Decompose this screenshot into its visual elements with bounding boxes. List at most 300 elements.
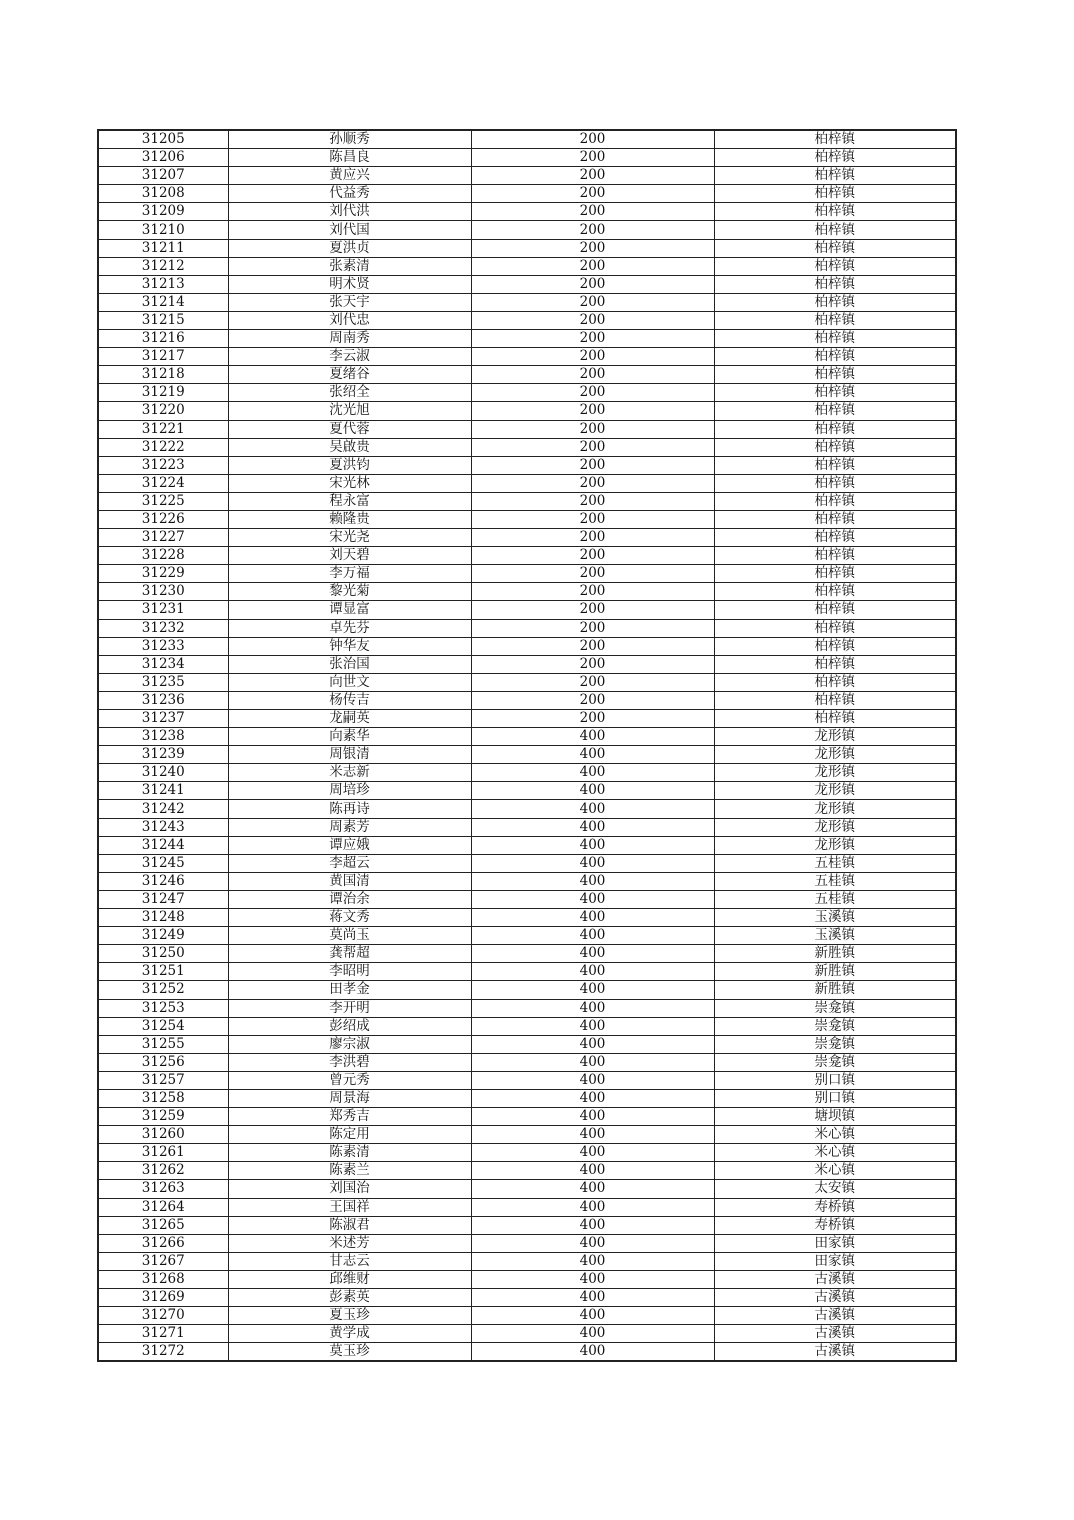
amount-cell: 200 [471, 655, 714, 673]
name-cell: 李洪碧 [228, 1053, 471, 1071]
name-cell: 明术贤 [228, 275, 471, 293]
amount-cell: 400 [471, 1270, 714, 1288]
table-row [98, 619, 956, 637]
town-cell: 五桂镇 [714, 854, 956, 872]
name-cell: 向世文 [228, 673, 471, 691]
name-cell: 沈光旭 [228, 402, 471, 420]
town-cell: 柏梓镇 [714, 547, 956, 565]
table-row [98, 710, 956, 728]
town-cell: 柏梓镇 [714, 492, 956, 510]
table-row [98, 1307, 956, 1325]
amount-cell: 400 [471, 818, 714, 836]
table-row [98, 221, 956, 239]
table-row [98, 529, 956, 547]
serial-number-cell: 31241 [98, 782, 228, 800]
name-cell: 廖宗淑 [228, 1035, 471, 1053]
town-cell: 柏梓镇 [714, 257, 956, 275]
amount-cell: 400 [471, 909, 714, 927]
amount-cell: 200 [471, 510, 714, 528]
town-cell: 柏梓镇 [714, 330, 956, 348]
table-row [98, 818, 956, 836]
town-cell: 柏梓镇 [714, 601, 956, 619]
table-row [98, 185, 956, 203]
town-cell: 柏梓镇 [714, 185, 956, 203]
town-cell: 古溪镇 [714, 1343, 956, 1362]
amount-cell: 400 [471, 728, 714, 746]
town-cell: 柏梓镇 [714, 275, 956, 293]
amount-cell: 400 [471, 1108, 714, 1126]
serial-number-cell: 31262 [98, 1162, 228, 1180]
serial-number-cell: 31228 [98, 547, 228, 565]
table-row [98, 510, 956, 528]
serial-number-cell: 31255 [98, 1035, 228, 1053]
amount-cell: 200 [471, 710, 714, 728]
table-row [98, 474, 956, 492]
town-cell: 别口镇 [714, 1071, 956, 1089]
amount-cell: 200 [471, 529, 714, 547]
serial-number-cell: 31210 [98, 221, 228, 239]
town-cell: 柏梓镇 [714, 366, 956, 384]
town-cell: 米心镇 [714, 1144, 956, 1162]
name-cell: 刘代国 [228, 221, 471, 239]
name-cell: 邱维财 [228, 1270, 471, 1288]
name-cell: 张素清 [228, 257, 471, 275]
amount-cell: 400 [471, 1071, 714, 1089]
name-cell: 向素华 [228, 728, 471, 746]
name-cell: 张绍全 [228, 384, 471, 402]
town-cell: 古溪镇 [714, 1325, 956, 1343]
town-cell: 新胜镇 [714, 945, 956, 963]
amount-cell: 400 [471, 1017, 714, 1035]
table-row [98, 1035, 956, 1053]
name-cell: 刘代忠 [228, 311, 471, 329]
serial-number-cell: 31242 [98, 800, 228, 818]
amount-cell: 200 [471, 474, 714, 492]
table-row [98, 275, 956, 293]
town-cell: 柏梓镇 [714, 384, 956, 402]
serial-number-cell: 31220 [98, 402, 228, 420]
serial-number-cell: 31213 [98, 275, 228, 293]
amount-cell: 400 [471, 1198, 714, 1216]
amount-cell: 400 [471, 1307, 714, 1325]
table-row [98, 547, 956, 565]
name-cell: 周景海 [228, 1089, 471, 1107]
amount-cell: 400 [471, 836, 714, 854]
table-row [98, 330, 956, 348]
serial-number-cell: 31247 [98, 890, 228, 908]
name-cell: 蒋文秀 [228, 909, 471, 927]
amount-cell: 200 [471, 239, 714, 257]
town-cell: 柏梓镇 [714, 637, 956, 655]
amount-cell: 200 [471, 366, 714, 384]
serial-number-cell: 31256 [98, 1053, 228, 1071]
serial-number-cell: 31211 [98, 239, 228, 257]
serial-number-cell: 31253 [98, 999, 228, 1017]
serial-number-cell: 31260 [98, 1126, 228, 1144]
name-cell: 郑秀吉 [228, 1108, 471, 1126]
amount-cell: 400 [471, 927, 714, 945]
table-row [98, 945, 956, 963]
amount-cell: 200 [471, 492, 714, 510]
town-cell: 崇龛镇 [714, 999, 956, 1017]
amount-cell: 200 [471, 257, 714, 275]
table-row [98, 348, 956, 366]
town-cell: 龙形镇 [714, 800, 956, 818]
town-cell: 新胜镇 [714, 981, 956, 999]
town-cell: 玉溪镇 [714, 927, 956, 945]
table-row [98, 149, 956, 167]
serial-number-cell: 31236 [98, 691, 228, 709]
table-row [98, 800, 956, 818]
serial-number-cell: 31263 [98, 1180, 228, 1198]
table-row [98, 637, 956, 655]
serial-number-cell: 31257 [98, 1071, 228, 1089]
table-row [98, 673, 956, 691]
town-cell: 柏梓镇 [714, 293, 956, 311]
name-cell: 陈素兰 [228, 1162, 471, 1180]
town-cell: 柏梓镇 [714, 619, 956, 637]
town-cell: 柏梓镇 [714, 655, 956, 673]
amount-cell: 200 [471, 456, 714, 474]
table-row [98, 492, 956, 510]
serial-number-cell: 31226 [98, 510, 228, 528]
table-row [98, 1053, 956, 1071]
serial-number-cell: 31227 [98, 529, 228, 547]
table-row [98, 311, 956, 329]
amount-cell: 400 [471, 1180, 714, 1198]
name-cell: 彭绍成 [228, 1017, 471, 1035]
serial-number-cell: 31244 [98, 836, 228, 854]
serial-number-cell: 31214 [98, 293, 228, 311]
amount-cell: 400 [471, 1053, 714, 1071]
town-cell: 龙形镇 [714, 818, 956, 836]
table-row [98, 167, 956, 185]
name-cell: 李开明 [228, 999, 471, 1017]
serial-number-cell: 31259 [98, 1108, 228, 1126]
amount-cell: 200 [471, 691, 714, 709]
name-cell: 夏洪贞 [228, 239, 471, 257]
amount-cell: 400 [471, 1289, 714, 1307]
town-cell: 塘坝镇 [714, 1108, 956, 1126]
amount-cell: 400 [471, 981, 714, 999]
town-cell: 柏梓镇 [714, 239, 956, 257]
name-cell: 谭应娥 [228, 836, 471, 854]
name-cell: 刘国治 [228, 1180, 471, 1198]
amount-cell: 400 [471, 1089, 714, 1107]
table-row [98, 239, 956, 257]
amount-cell: 400 [471, 1126, 714, 1144]
town-cell: 柏梓镇 [714, 565, 956, 583]
serial-number-cell: 31267 [98, 1252, 228, 1270]
town-cell: 柏梓镇 [714, 420, 956, 438]
amount-cell: 200 [471, 637, 714, 655]
town-cell: 五桂镇 [714, 890, 956, 908]
name-cell: 宋光尧 [228, 529, 471, 547]
table-row [98, 1343, 956, 1362]
table-row [98, 655, 956, 673]
table-row [98, 366, 956, 384]
name-cell: 钟华友 [228, 637, 471, 655]
serial-number-cell: 31207 [98, 167, 228, 185]
name-cell: 夏洪钧 [228, 456, 471, 474]
town-cell: 田家镇 [714, 1234, 956, 1252]
amount-cell: 200 [471, 547, 714, 565]
table-row [98, 384, 956, 402]
name-cell: 彭素英 [228, 1289, 471, 1307]
town-cell: 五桂镇 [714, 872, 956, 890]
name-cell: 莫玉珍 [228, 1343, 471, 1362]
amount-cell: 200 [471, 149, 714, 167]
amount-cell: 200 [471, 130, 714, 149]
table-row [98, 293, 956, 311]
town-cell: 古溪镇 [714, 1289, 956, 1307]
town-cell: 龙形镇 [714, 728, 956, 746]
amount-cell: 400 [471, 890, 714, 908]
serial-number-cell: 31216 [98, 330, 228, 348]
name-cell: 谭显富 [228, 601, 471, 619]
table-body [98, 130, 956, 1361]
name-cell: 周培珍 [228, 782, 471, 800]
serial-number-cell: 31222 [98, 438, 228, 456]
name-cell: 李云淑 [228, 348, 471, 366]
table-row [98, 854, 956, 872]
amount-cell: 400 [471, 1035, 714, 1053]
name-cell: 黄学成 [228, 1325, 471, 1343]
name-cell: 黄应兴 [228, 167, 471, 185]
amount-cell: 400 [471, 1234, 714, 1252]
table-row [98, 438, 956, 456]
amount-cell: 400 [471, 999, 714, 1017]
table-row [98, 583, 956, 601]
serial-number-cell: 31266 [98, 1234, 228, 1252]
serial-number-cell: 31264 [98, 1198, 228, 1216]
table-row [98, 257, 956, 275]
name-cell: 李万福 [228, 565, 471, 583]
serial-number-cell: 31235 [98, 673, 228, 691]
name-cell: 谭治余 [228, 890, 471, 908]
name-cell: 黎光菊 [228, 583, 471, 601]
table-row [98, 728, 956, 746]
amount-cell: 200 [471, 293, 714, 311]
town-cell: 柏梓镇 [714, 130, 956, 149]
table-row [98, 456, 956, 474]
town-cell: 寿桥镇 [714, 1216, 956, 1234]
town-cell: 古溪镇 [714, 1270, 956, 1288]
amount-cell: 400 [471, 963, 714, 981]
serial-number-cell: 31271 [98, 1325, 228, 1343]
serial-number-cell: 31238 [98, 728, 228, 746]
town-cell: 田家镇 [714, 1252, 956, 1270]
amount-cell: 200 [471, 311, 714, 329]
serial-number-cell: 31268 [98, 1270, 228, 1288]
serial-number-cell: 31215 [98, 311, 228, 329]
town-cell: 龙形镇 [714, 782, 956, 800]
table-row [98, 782, 956, 800]
amount-cell: 200 [471, 601, 714, 619]
serial-number-cell: 31251 [98, 963, 228, 981]
serial-number-cell: 31229 [98, 565, 228, 583]
table-row [98, 836, 956, 854]
name-cell: 龚帮超 [228, 945, 471, 963]
table-row [98, 890, 956, 908]
table-row [98, 909, 956, 927]
name-cell: 陈昌良 [228, 149, 471, 167]
town-cell: 柏梓镇 [714, 710, 956, 728]
table-row [98, 1234, 956, 1252]
serial-number-cell: 31240 [98, 764, 228, 782]
serial-number-cell: 31218 [98, 366, 228, 384]
table-row [98, 601, 956, 619]
serial-number-cell: 31272 [98, 1343, 228, 1362]
name-cell: 张治国 [228, 655, 471, 673]
name-cell: 莫尚玉 [228, 927, 471, 945]
town-cell: 柏梓镇 [714, 673, 956, 691]
amount-cell: 200 [471, 275, 714, 293]
name-cell: 米志新 [228, 764, 471, 782]
table-row [98, 1017, 956, 1035]
table-row [98, 1180, 956, 1198]
name-cell: 米述芳 [228, 1234, 471, 1252]
name-cell: 田孝金 [228, 981, 471, 999]
serial-number-cell: 31208 [98, 185, 228, 203]
town-cell: 太安镇 [714, 1180, 956, 1198]
amount-cell: 400 [471, 872, 714, 890]
table-row [98, 1162, 956, 1180]
name-cell: 李超云 [228, 854, 471, 872]
table-row [98, 1071, 956, 1089]
serial-number-cell: 31249 [98, 927, 228, 945]
name-cell: 陈定用 [228, 1126, 471, 1144]
town-cell: 米心镇 [714, 1162, 956, 1180]
serial-number-cell: 31254 [98, 1017, 228, 1035]
name-cell: 曾元秀 [228, 1071, 471, 1089]
amount-cell: 400 [471, 1144, 714, 1162]
serial-number-cell: 31233 [98, 637, 228, 655]
amount-cell: 200 [471, 402, 714, 420]
table-row [98, 1108, 956, 1126]
town-cell: 柏梓镇 [714, 167, 956, 185]
amount-cell: 200 [471, 185, 714, 203]
table-row [98, 402, 956, 420]
town-cell: 柏梓镇 [714, 510, 956, 528]
table-row [98, 746, 956, 764]
amount-cell: 400 [471, 746, 714, 764]
table-row [98, 130, 956, 149]
town-cell: 别口镇 [714, 1089, 956, 1107]
table-row [98, 872, 956, 890]
name-cell: 吴啟贵 [228, 438, 471, 456]
town-cell: 柏梓镇 [714, 456, 956, 474]
amount-cell: 400 [471, 1252, 714, 1270]
town-cell: 柏梓镇 [714, 149, 956, 167]
town-cell: 崇龛镇 [714, 1035, 956, 1053]
amount-cell: 200 [471, 420, 714, 438]
serial-number-cell: 31269 [98, 1289, 228, 1307]
name-cell: 宋光林 [228, 474, 471, 492]
name-cell: 甘志云 [228, 1252, 471, 1270]
table-row [98, 203, 956, 221]
table-row [98, 565, 956, 583]
town-cell: 寿桥镇 [714, 1198, 956, 1216]
serial-number-cell: 31258 [98, 1089, 228, 1107]
serial-number-cell: 31205 [98, 130, 228, 149]
amount-cell: 400 [471, 764, 714, 782]
amount-cell: 200 [471, 438, 714, 456]
table-row [98, 1270, 956, 1288]
table-row [98, 764, 956, 782]
name-cell: 张天宇 [228, 293, 471, 311]
serial-number-cell: 31250 [98, 945, 228, 963]
serial-number-cell: 31230 [98, 583, 228, 601]
name-cell: 刘天碧 [228, 547, 471, 565]
town-cell: 柏梓镇 [714, 438, 956, 456]
serial-number-cell: 31243 [98, 818, 228, 836]
name-cell: 黄国清 [228, 872, 471, 890]
serial-number-cell: 31239 [98, 746, 228, 764]
table-row [98, 963, 956, 981]
serial-number-cell: 31246 [98, 872, 228, 890]
town-cell: 龙形镇 [714, 746, 956, 764]
name-cell: 李昭明 [228, 963, 471, 981]
serial-number-cell: 31221 [98, 420, 228, 438]
town-cell: 米心镇 [714, 1126, 956, 1144]
serial-number-cell: 31209 [98, 203, 228, 221]
amount-cell: 200 [471, 384, 714, 402]
table-row [98, 1252, 956, 1270]
name-cell: 赖隆贵 [228, 510, 471, 528]
name-cell: 夏玉珍 [228, 1307, 471, 1325]
amount-cell: 400 [471, 1216, 714, 1234]
name-cell: 周素芳 [228, 818, 471, 836]
table-row [98, 1198, 956, 1216]
serial-number-cell: 31237 [98, 710, 228, 728]
town-cell: 龙形镇 [714, 836, 956, 854]
name-cell: 杨传吉 [228, 691, 471, 709]
serial-number-cell: 31245 [98, 854, 228, 872]
town-cell: 柏梓镇 [714, 311, 956, 329]
name-cell: 程永富 [228, 492, 471, 510]
serial-number-cell: 31270 [98, 1307, 228, 1325]
town-cell: 崇龛镇 [714, 1053, 956, 1071]
amount-cell: 200 [471, 583, 714, 601]
town-cell: 柏梓镇 [714, 583, 956, 601]
serial-number-cell: 31265 [98, 1216, 228, 1234]
table-row [98, 1144, 956, 1162]
amount-cell: 200 [471, 330, 714, 348]
town-cell: 柏梓镇 [714, 474, 956, 492]
amount-cell: 200 [471, 619, 714, 637]
name-cell: 孙顺秀 [228, 130, 471, 149]
name-cell: 陈淑君 [228, 1216, 471, 1234]
amount-cell: 200 [471, 673, 714, 691]
serial-number-cell: 31223 [98, 456, 228, 474]
serial-number-cell: 31212 [98, 257, 228, 275]
town-cell: 柏梓镇 [714, 203, 956, 221]
town-cell: 玉溪镇 [714, 909, 956, 927]
data-table [97, 129, 957, 1362]
town-cell: 崇龛镇 [714, 1017, 956, 1035]
amount-cell: 200 [471, 167, 714, 185]
name-cell: 陈素清 [228, 1144, 471, 1162]
serial-number-cell: 31206 [98, 149, 228, 167]
amount-cell: 200 [471, 348, 714, 366]
serial-number-cell: 31225 [98, 492, 228, 510]
serial-number-cell: 31232 [98, 619, 228, 637]
table-row [98, 1325, 956, 1343]
table-row [98, 1216, 956, 1234]
amount-cell: 400 [471, 800, 714, 818]
table-row [98, 999, 956, 1017]
